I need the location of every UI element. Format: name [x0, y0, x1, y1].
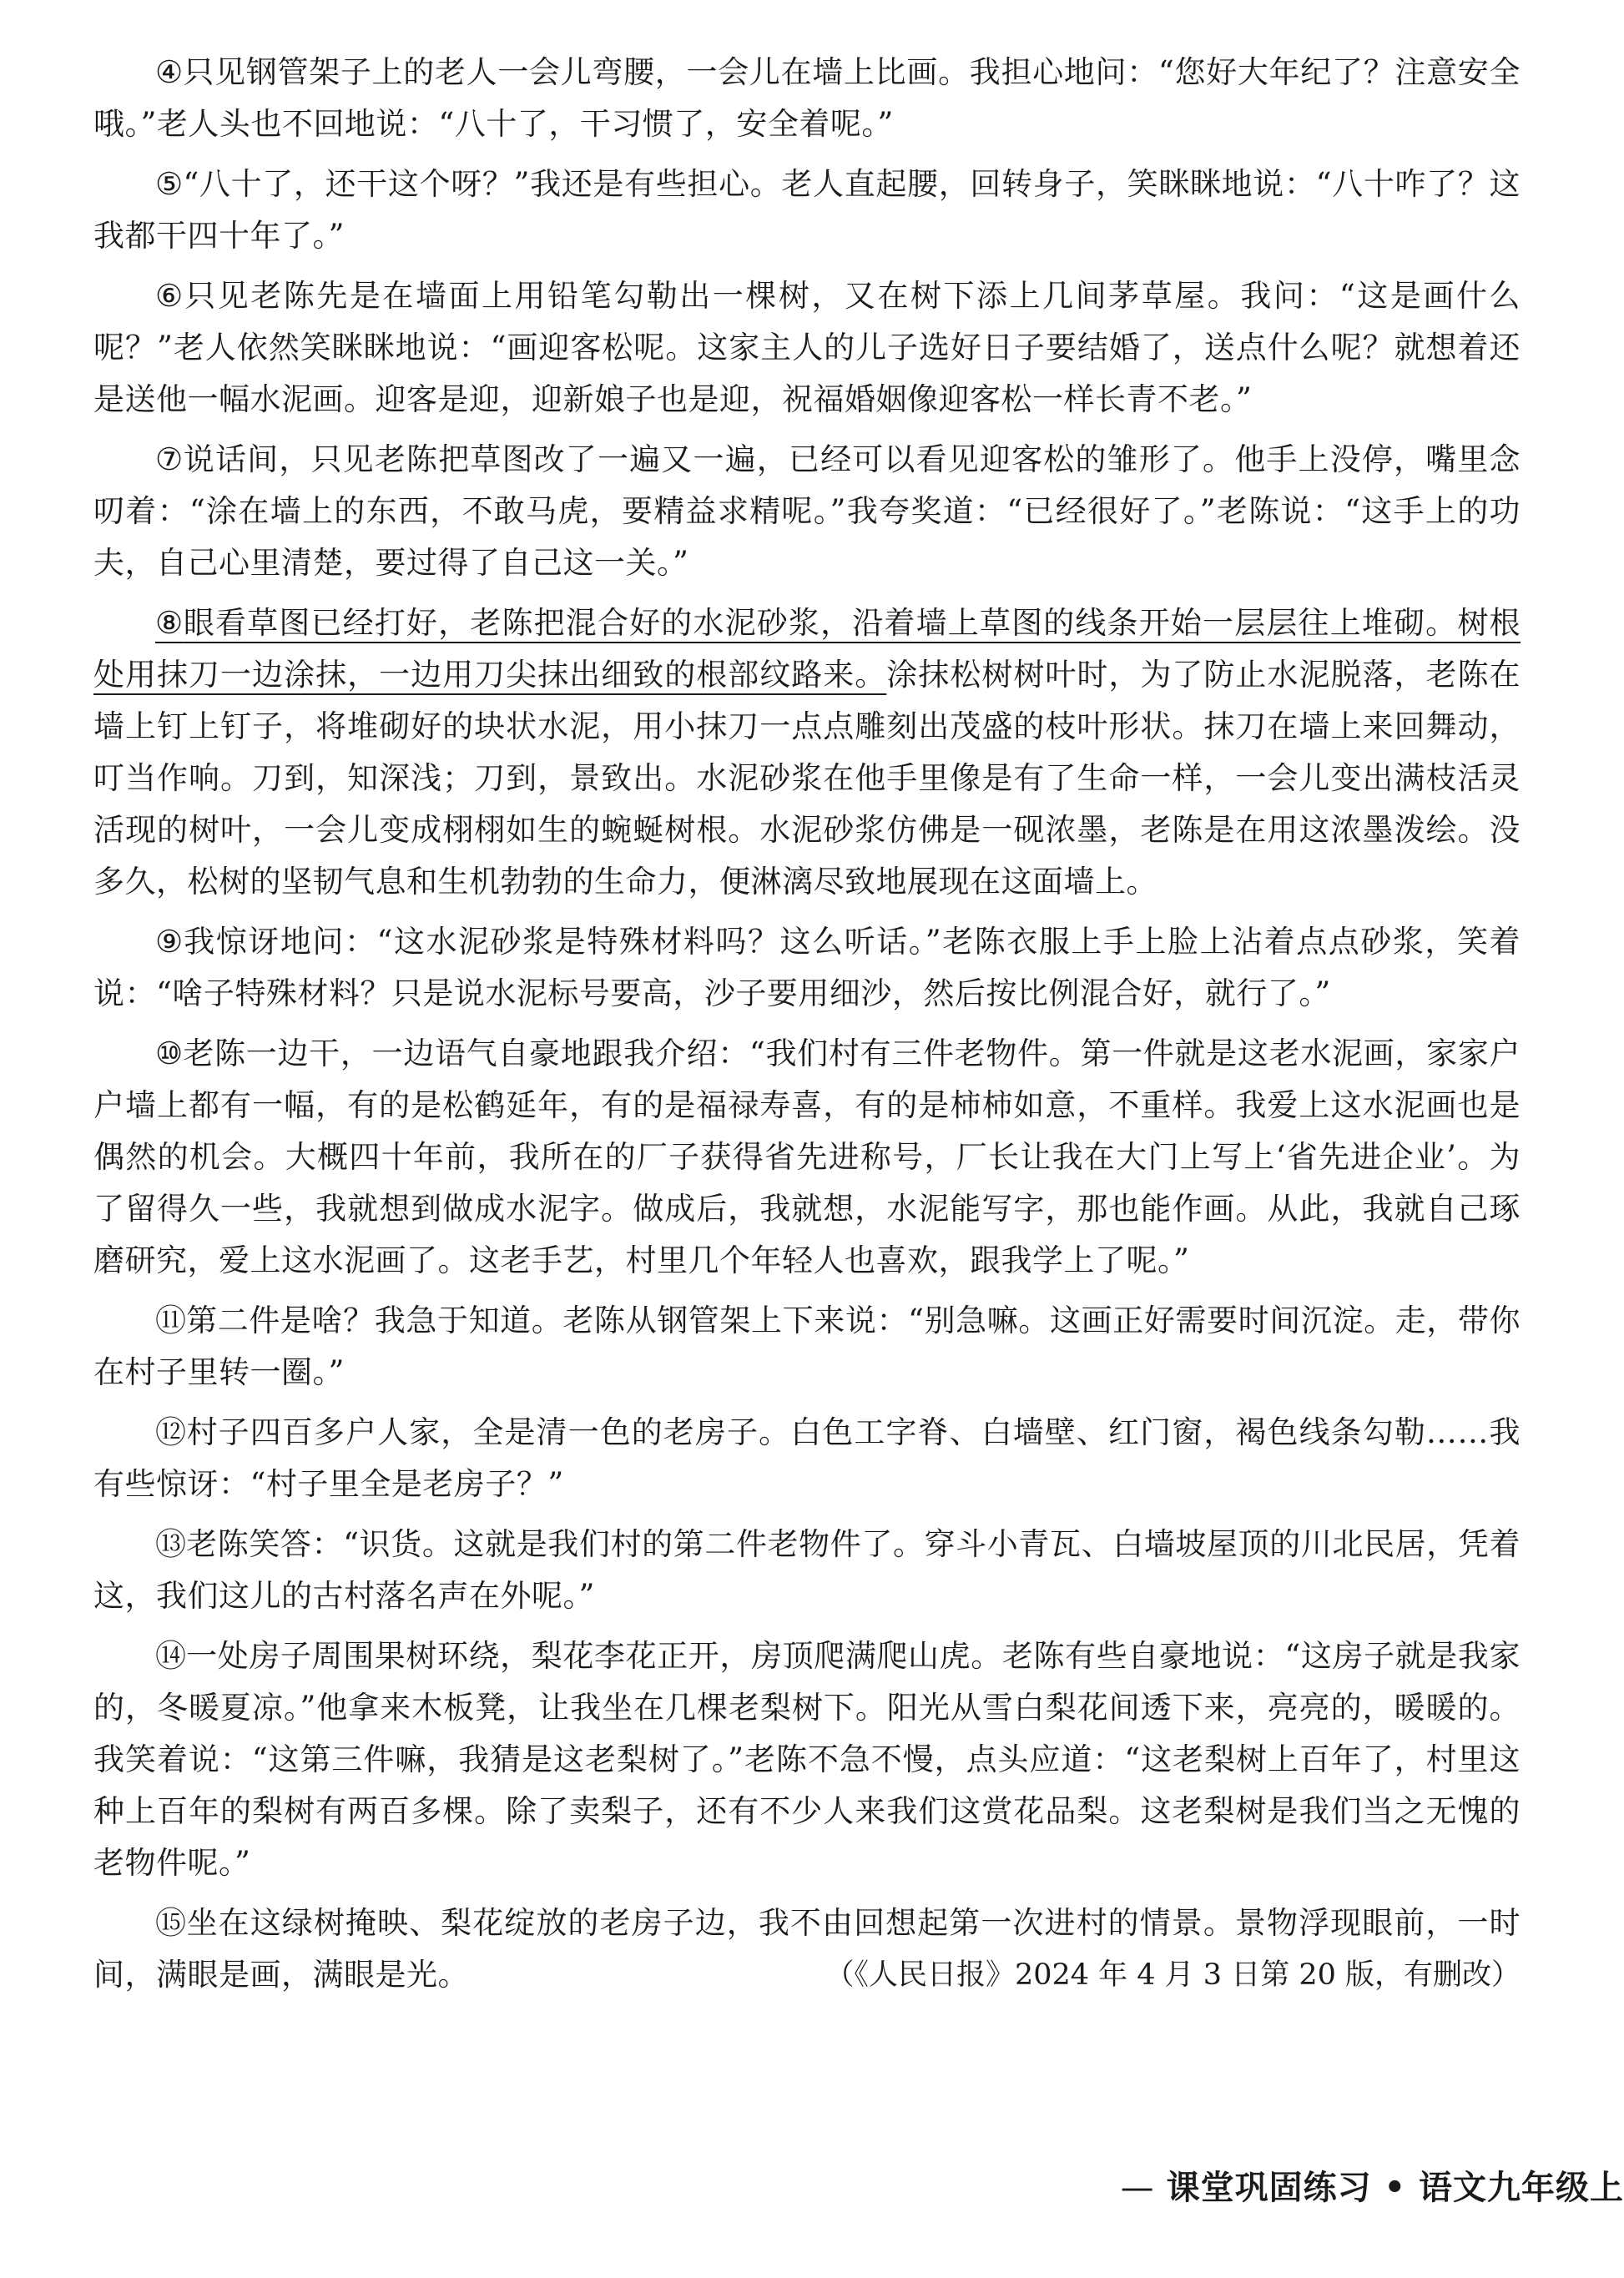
paragraph-12 [93, 1407, 1521, 1510]
paragraph-4 [93, 47, 1521, 150]
paragraph-text: 只见钢管架子上的老人一会儿弯腰，一会儿在墙上比画。我担心地问：“您好大年纪了？注意安全哦。”老人头也不回地说：“八十了，干习惯了，安全着呢。” [93, 54, 1521, 142]
paragraph-text: “八十了，还干这个呀？”我还是有些担心。老人直起腰，回转身子，笑眯眯地说：“八十咋了？这我都干四十年了。” [93, 166, 1521, 254]
paragraph-text: 我惊讶地问：“这水泥砂浆是特殊材料吗？这么听话。”老陈衣服上手上脸上沾着点点砂浆，笑着说：“啥子特殊材料？只是说水泥标号要高，沙子要用细沙，然后按比例混合好，就行了。” [93, 924, 1521, 1011]
paragraph-number: ⑭ [155, 1638, 187, 1674]
paragraph-11 [93, 1295, 1521, 1399]
paragraph-15 [93, 1897, 1521, 2001]
paragraph-text: 第二件是啥？我急于知道。老陈从钢管架上下来说：“别急嘛。这画正好需要时间沉淀。走，带你在村子里转一圈。” [93, 1303, 1521, 1390]
page-footer [1121, 2163, 1624, 2213]
underlined-sentence: 眼看草图已经打好，老陈把混合好的水泥砂浆，沿着墙上草图的线条开始一层层往上堆砌。树根处用抹刀一边涂抹，一边用刀尖抹出细致的根部纹路来。 [93, 605, 1521, 693]
paragraph-text: 老陈笑答：“识货。这就是我们村的第二件老物件了。穿斗小青瓦、白墙坡屋顶的川北民居，凭着这，我们这儿的古村落名声在外呢。” [93, 1526, 1521, 1614]
article-body [93, 47, 1521, 2009]
paragraph-text: 坐在这绿树掩映、梨花绽放的老房子边，我不由回想起第一次进村的情景。景物浮现眼前，一时间，满眼是画，满眼是光。 [93, 1905, 1521, 1993]
paragraph-number: ⑪ [155, 1303, 187, 1338]
paragraph-number: ⑮ [155, 1905, 187, 1941]
footer-title: 课堂巩固练习 • 语文九年级上 [1166, 2169, 1624, 2207]
paragraph-13 [93, 1519, 1521, 1622]
paragraph-10 [93, 1028, 1521, 1287]
source-citation: （《人民日报》2024 年 4 月 3 日第 20 版，有删改） [825, 1958, 1521, 1992]
paragraph-9 [93, 916, 1521, 1020]
paragraph-text: 村子四百多户人家，全是清一色的老房子。白色工字脊、白墙壁、红门窗，褐色线条勾勒……我有些惊讶：“村子里全是老房子？” [93, 1414, 1521, 1502]
paragraph-number: ④ [155, 54, 184, 90]
paragraph-number: ⑫ [155, 1414, 187, 1450]
paragraph-text: 一处房子周围果树环绕，梨花李花正开，房顶爬满爬山虎。老陈有些自豪地说：“这房子就是我家的，冬暖夏凉。”他拿来木板凳，让我坐在几棵老梨树下。阳光从雪白梨花间透下来，亮亮的，暖暖的。我笑着说：“这第三件嘛，我猜是这老梨树了。”老陈不急不慢，点头应道：“这老梨树上百年了，村里这种上百年的梨树有两百多棵。除了卖梨子，还有不少人来我们这赏花品梨。这老梨树是我们当之无愧的老物件呢。” [93, 1638, 1521, 1881]
paragraph-6 [93, 270, 1521, 426]
paragraph-number: ⑥ [155, 278, 185, 314]
paragraph-number: ⑨ [155, 924, 184, 960]
paragraph-number: ⑧ [155, 605, 184, 641]
paragraph-text: 说话间，只见老陈把草图改了一遍又一遍，已经可以看见迎客松的雏形了。他手上没停，嘴里念叨着：“涂在墙上的东西，不敢马虎，要精益求精呢。”我夸奖道：“已经很好了。”老陈说：“这手上的功夫，自己心里清楚，要过得了自己这一关。” [93, 441, 1521, 581]
paragraph-number: ⑬ [155, 1526, 187, 1562]
paragraph-8 [93, 597, 1521, 908]
paragraph-7 [93, 434, 1521, 589]
paragraph-text: 老陈一边干，一边语气自豪地跟我介绍：“我们村有三件老物件。第一件就是这老水泥画，家家户户墙上都有一幅，有的是松鹤延年，有的是福禄寿喜，有的是柿柿如意，不重样。我爱上这水泥画也是偶然的机会。大概四十年前，我所在的厂子获得省先进称号，厂长让我在大门上写上‘省先进企业’。为了留得久一些，我就想到做成水泥字。做成后，我就想，水泥能写字，那也能作画。从此，我就自己琢磨研究，爱上这水泥画了。这老手艺，村里几个年轻人也喜欢，跟我学上了呢。” [93, 1036, 1521, 1278]
paragraph-text: 只见老陈先是在墙面上用铅笔勾勒出一棵树，又在树下添上几间茅草屋。我问：“这是画什么呢？”老人依然笑眯眯地说：“画迎客松呢。这家主人的儿子选好日子要结婚了，送点什么呢？就想着还是送他一幅水泥画。迎客是迎，迎新娘子也是迎，祝福婚姻像迎客松一样长青不老。” [93, 278, 1521, 417]
paragraph-number: ⑩ [155, 1036, 184, 1071]
paragraph-text: 涂抹松树树叶时，为了防止水泥脱落，老陈在墙上钉上钉子，将堆砌好的块状水泥，用小抹刀一点点雕刻出茂盛的枝叶形状。抹刀在墙上来回舞动，叮当作响。刀到，知深浅；刀到，景致出。水泥砂浆在他手里像是有了生命一样，一会儿变出满枝活灵活现的树叶，一会儿变成栩栩如生的蜿蜒树根。水泥砂浆仿佛是一砚浓墨，老陈是在用这浓墨泼绘。没多久，松树的坚韧气息和生机勃勃的生命力，便淋漓尽致地展现在这面墙上。 [93, 657, 1521, 900]
footer-dash: — [1120, 2169, 1155, 2207]
paragraph-number: ⑦ [155, 441, 184, 477]
paragraph-number: ⑤ [155, 166, 184, 202]
paragraph-14 [93, 1630, 1521, 1889]
paragraph-5 [93, 159, 1521, 262]
